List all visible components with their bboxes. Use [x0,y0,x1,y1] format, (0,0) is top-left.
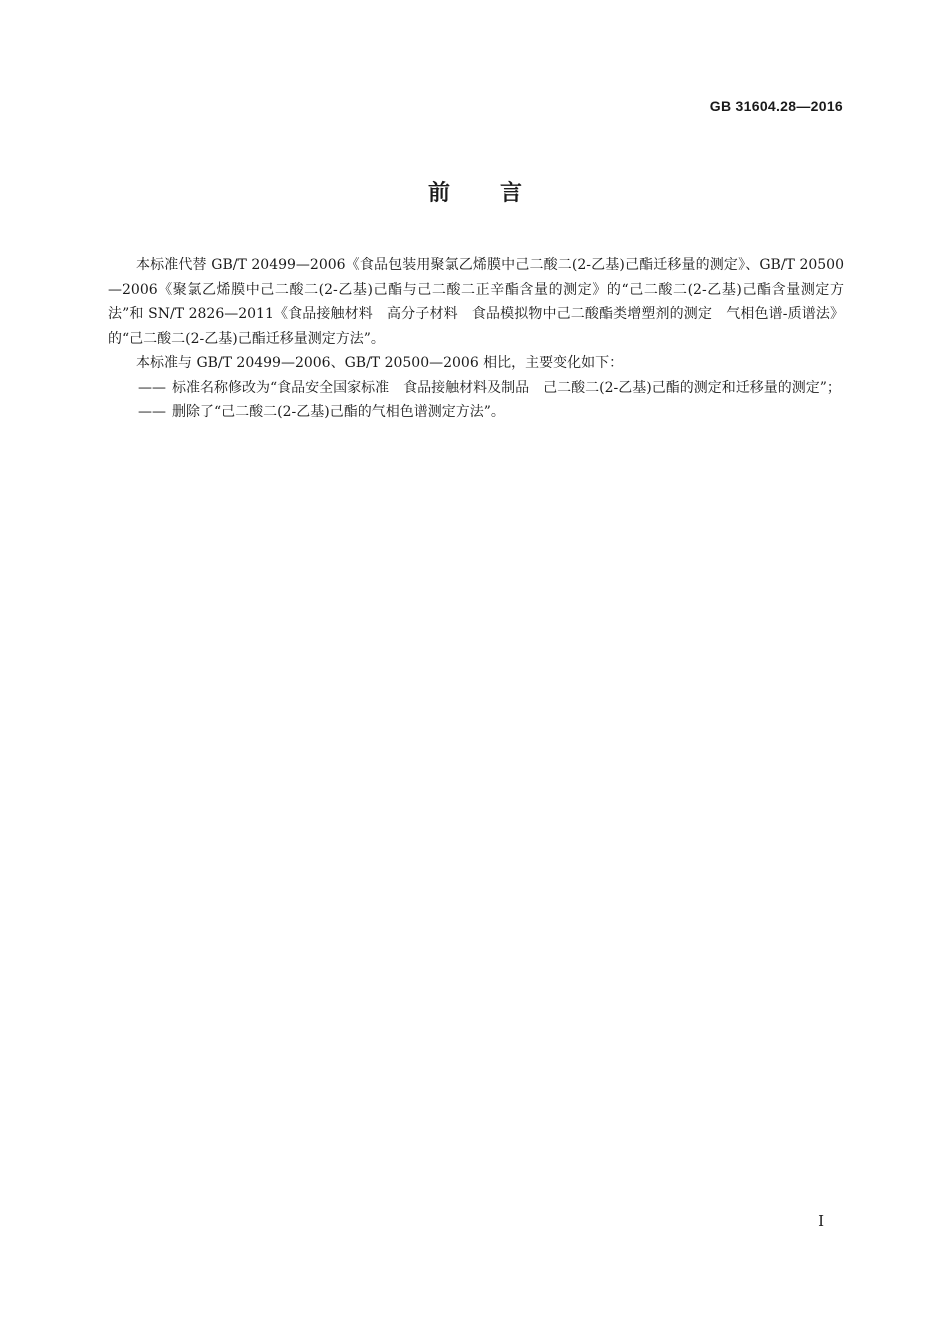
page-title: 前言 [427,181,572,206]
paragraph-replacement-statement: 本标准代替 GB/T 20499—2006《食品包装用聚氯乙烯膜中己二酸二(2-乙基)己酯迁移量的测定》、GB/T 20500—2006《聚氯乙烯膜中己二酸二(2-乙基)己酯与己二酸二正辛酯含量的测定》的“己二酸二(2-乙基)己酯含量测定方法”和 SN/T 2826—2011《食品接触材料 高分子材料 食品模拟物中己二酸酯类增塑剂的测定 气相色谱-质谱法》的“己二酸二(2-乙基)己酯迁移量测定方法”。 [108,257,844,347]
change-list-item [108,376,844,401]
document-body [108,253,844,425]
page-number: I [818,1212,824,1230]
change-item-text: 标准名称修改为“食品安全国家标准 食品接触材料及制品 己二酸二(2-乙基)己酯的测定和迁移量的测定”； [172,379,841,396]
list-dash: —— [138,379,166,396]
paragraph-changes-intro: 本标准与 GB/T 20499—2006、GB/T 20500—2006 相比，主要变化如下： [136,355,624,371]
list-dash: —— [138,404,166,420]
change-item-text: 删除了“己二酸二(2-乙基)己酯的气相色谱测定方法”。 [172,404,505,420]
standard-code: GB 31604.28—2016 [709,98,843,114]
change-list-item [108,400,844,425]
